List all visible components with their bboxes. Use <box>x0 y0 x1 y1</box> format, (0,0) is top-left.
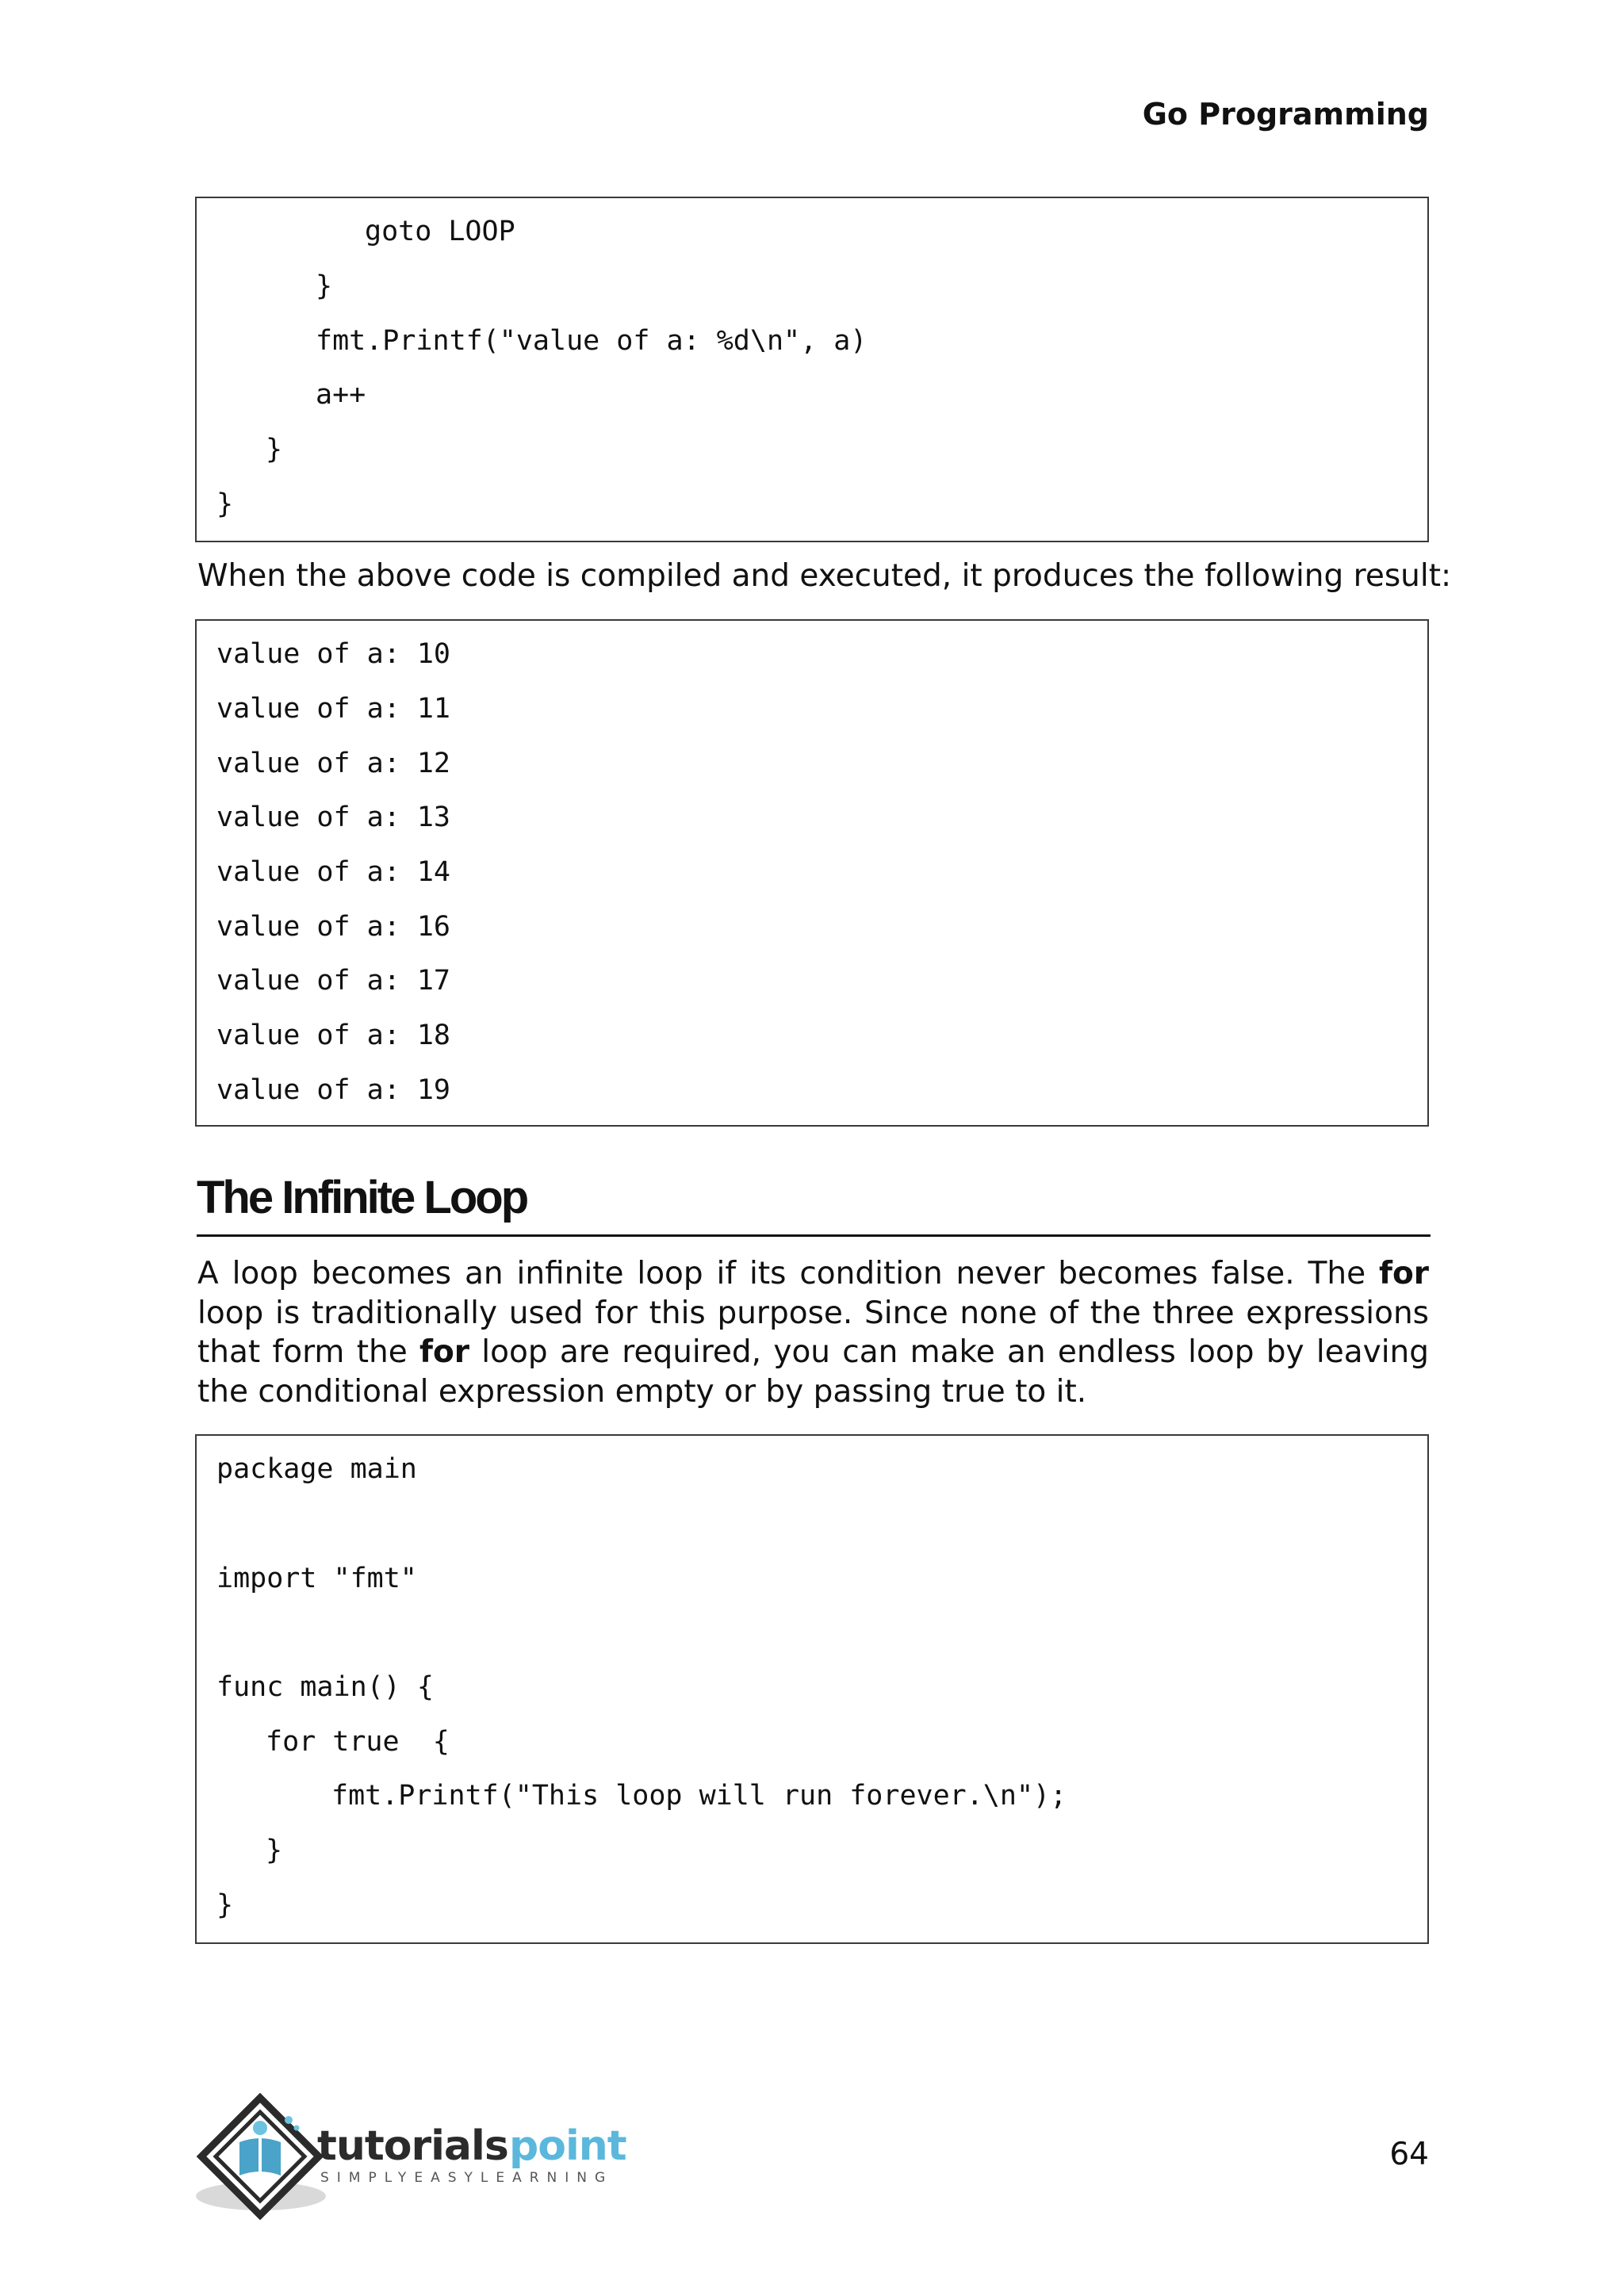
logo-tagline: SIMPLYEASYLEARNING <box>320 2170 614 2186</box>
paragraph-text: loop are required, you can make an endless loop by leaving the conditional expression empty or by passing true to it. <box>197 1334 1430 1410</box>
code-line: } <box>216 488 234 520</box>
page-number: 64 <box>1389 2137 1429 2172</box>
output-line: value of a: 12 <box>216 748 451 779</box>
code-line: fmt.Printf("This loop will run forever.\n"); <box>331 1780 1067 1812</box>
logo-text-main: tutorials <box>317 2122 508 2170</box>
code-line: } <box>216 1889 234 1921</box>
code-line: } <box>316 270 333 302</box>
code-line: goto LOOP <box>365 216 515 247</box>
output-line: value of a: 11 <box>216 693 451 725</box>
output-line: value of a: 14 <box>216 856 451 888</box>
section-paragraph <box>197 1254 1429 1411</box>
tutorialspoint-logo <box>193 2093 638 2220</box>
code-line: } <box>266 1835 283 1866</box>
intro-paragraph: When the above code is compiled and executed, it produces the following result: <box>197 558 1452 594</box>
paragraph-text: A loop becomes an infinite loop if its condition never becomes false. The <box>197 1256 1379 1292</box>
output-line: value of a: 19 <box>216 1074 451 1106</box>
code-line: } <box>266 434 283 465</box>
keyword-for: for <box>1379 1256 1429 1292</box>
keyword-for: for <box>419 1334 470 1370</box>
output-line: value of a: 10 <box>216 638 451 670</box>
output-line: value of a: 16 <box>216 911 451 943</box>
code-line: import "fmt" <box>216 1563 417 1594</box>
code-line: fmt.Printf("value of a: %d\n", a) <box>316 325 868 357</box>
code-block-infinite-loop <box>195 1434 1429 1944</box>
paragraph-text: loop is traditionally used for this purpose. Since none of the three expressions that form the <box>197 1295 1429 1370</box>
output-line: value of a: 17 <box>216 965 451 997</box>
running-header: Go Programming <box>1142 97 1429 132</box>
code-line: package main <box>216 1453 417 1485</box>
code-block-continuation <box>195 197 1429 542</box>
section-heading: The Infinite Loop <box>197 1173 1431 1237</box>
logo-text-accent: point <box>509 2122 626 2170</box>
output-block <box>195 619 1429 1127</box>
code-line: func main() { <box>216 1671 434 1703</box>
output-line: value of a: 13 <box>216 802 451 833</box>
output-line: value of a: 18 <box>216 1020 451 1051</box>
code-line: a++ <box>316 379 366 411</box>
code-line: for true { <box>266 1726 450 1758</box>
